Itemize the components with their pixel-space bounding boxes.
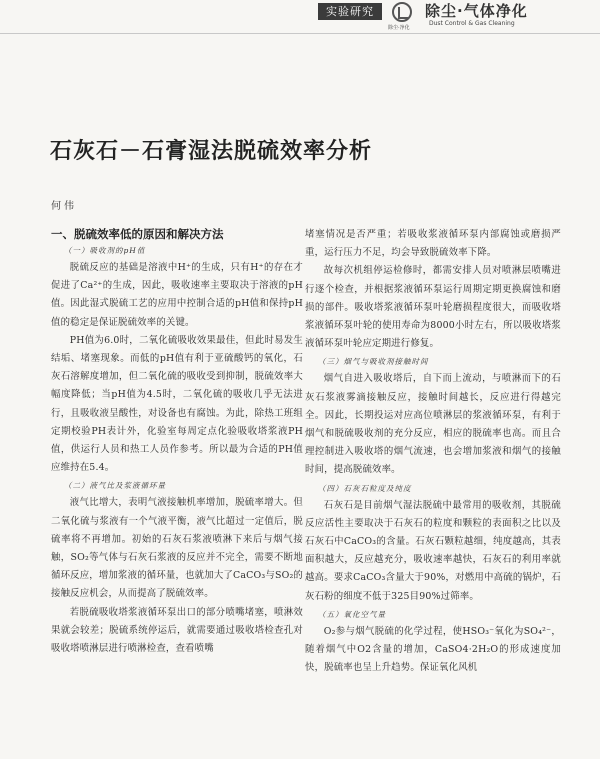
paragraph: O₂参与烟气脱硫的化学过程，使HSO₃⁻氧化为SO₄²⁻，随着烟气中O2含量的增加，CaSO4·2H₂O的形成速度加快，脱硫率也呈上升趋势。保证氧化风机 xyxy=(305,625,561,674)
paragraph: 堵塞情况是否严重；若吸收浆液循环泵内部腐蚀或磨损严重，运行压力不足，均会导致脱硫效率下降。 xyxy=(305,229,561,259)
journal-logo-icon xyxy=(392,2,412,22)
paragraph: 液气比增大，表明气液接触机率增加，脱硫率增大。但二氧化硫与浆液有一个气液平衡，液气比超过一定值后，脱硫率将不再增加。初始的石灰石浆液喷淋下来后与烟气接触，SO₂等气体与石灰石浆液的反应并不完全，需要不断地循环反应，增加浆液的循环量，也就加大了CaCO₃与SO₂的接触反应机会，从而提高了脱硫效率。 xyxy=(51,497,303,600)
paragraph: 石灰石是目前烟气湿法脱硫中最常用的吸收剂，其脱硫反应活性主要取决于石灰石的粒度和颗粒的表面积之比以及石灰石中CaCO₃的含量。石灰石颗粒越细，纯度越高，其表面积越大，反应越充分，吸收速率越快，石灰石的利用率就越高。要求CaCO₃含量大于90%，对燃用中高硫的锅炉，石灰石粉的细度不低于325目90%过筛率。 xyxy=(305,499,561,602)
subsection-heading: （四）石灰石粒度及纯度 xyxy=(318,483,412,493)
left-column xyxy=(51,226,303,658)
article-author: 何伟 xyxy=(51,201,77,212)
header-divider xyxy=(0,33,600,34)
subsection-heading: （五）氧化空气量 xyxy=(318,609,386,619)
subsection-heading: （二）液气比及浆液循环量 xyxy=(64,481,166,491)
paragraph: 故每次机组停运检修时，都需安排人员对喷淋层喷嘴进行逐个检查，并根据浆液循环泵运行周期定期更换腐蚀和磨损的部件。吸收塔浆液循环泵叶轮磨损程度很大，而吸收塔浆液循环泵叶轮的使用寿命为8000小时左右，所以吸收塔浆液循环泵叶轮应定期进行修复。 xyxy=(305,265,561,350)
section-tag: 实验研究 xyxy=(318,3,382,20)
paragraph: PH值为6.0时，二氧化硫吸收效果最佳，但此时易发生结垢、堵塞现象。而低的pH值有利于亚硫酸钙的氧化，石灰石溶解度增加，但二氧化硫的吸收受到抑制，脱硫效率大幅度降低；当pH值为4.5时，二氧化硫的吸收几乎无法进行，且吸收液呈酸性，对设备也有腐蚀。为此，除热工班组定期校验PH表计外，化验室每周定点化验吸收塔浆液PH值，供运行人员和热工人员作参考。所以最为合适的PH值应维持在5.4。 xyxy=(51,334,303,474)
paragraph: 脱硫反应的基础是溶液中H⁺的生成，只有H⁺的存在才促进了Ca²⁺的生成，因此，吸收速率主要取决于溶液的pH值。因此湿式脱硫工艺的应用中控制合适的pH值和保持pH值的稳定是保证脱硫效率的关键。 xyxy=(51,262,303,328)
journal-name: 除尘·气体净化 xyxy=(425,2,528,20)
article-title: 石灰石－石膏湿法脱硫效率分析 xyxy=(50,139,373,164)
paragraph: 若脱硫吸收塔浆液循环泵出口的部分喷嘴堵塞，喷淋效果就会较差；脱硫系统停运后，就需要通过吸收塔检查孔对吸收塔喷淋层进行喷淋检查，查看喷嘴 xyxy=(51,606,303,655)
subsection-heading: （一）吸收剂的pH值 xyxy=(64,246,146,255)
paragraph: 烟气自进入吸收塔后，自下而上流动，与喷淋而下的石灰石浆液雾滴接触反应，接触时间越长，反应进行得越完全。因此，长期投运对应高位喷淋层的浆液循环泵，有利于烟气和脱硫吸收剂的充分反应，相应的脱硫率也高。而且合理控制进入吸收塔的烟气流速，也会增加浆液和烟气的接触时间，提高脱硫效率。 xyxy=(305,373,561,476)
right-column xyxy=(305,226,561,677)
journal-english-name: Dust Control & Gas Cleaning xyxy=(429,20,515,27)
subsection-heading: （三）烟气与吸收剂接触时间 xyxy=(318,357,429,367)
journal-logo-text: 除尘·净化 xyxy=(388,25,410,31)
section-heading: 一、脱硫效率低的原因和解决方法 xyxy=(51,227,224,241)
